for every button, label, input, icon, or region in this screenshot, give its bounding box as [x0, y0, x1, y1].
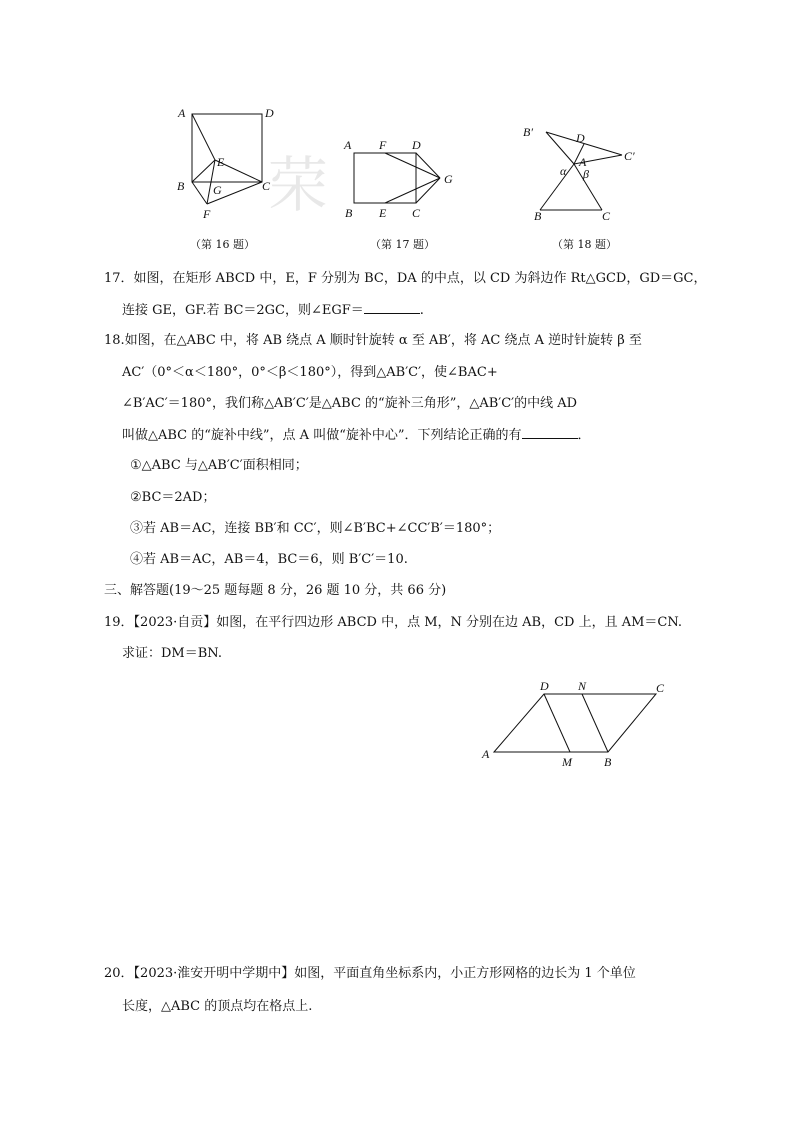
q18-line2: AC′（0°＜α＜180°，0°＜β＜180°），得到△AB′C′，使∠BAC+	[122, 365, 498, 380]
q18-line3: ∠B′AC′＝180°，我们称△AB′C′是△ABC 的“旋补三角形”，△AB′C′的中线 AD	[122, 396, 578, 411]
q17-line2-suffix: .	[419, 303, 424, 318]
q18-answer-blank[interactable]	[522, 426, 578, 439]
fig18-label-beta: β	[583, 167, 589, 181]
fig19-label-D: D	[540, 679, 549, 693]
fig16-label-F: F	[203, 207, 211, 221]
watermark: 荣	[268, 151, 328, 221]
fig18-label-D: D	[576, 131, 585, 145]
fig18-label-Cp: C′	[624, 149, 635, 163]
fig16-label-A: A	[178, 106, 186, 120]
q18-line1: 18.如图，在△ABC 中，将 AB 绕点 A 顺时针旋转 α 至 AB′，将 AC 绕点 A 逆时针旋转 β 至	[104, 333, 642, 348]
fig16-label-C: C	[262, 179, 271, 193]
fig16-label-G: G	[213, 183, 222, 197]
q18-option-4: ④若 AB＝AC，AB＝4，BC＝6，则 B′C′＝10.	[130, 552, 408, 567]
fig17-label-G: G	[444, 172, 453, 186]
q18-option-1: ①△ABC 与△AB′C′面积相同；	[130, 458, 308, 473]
q18-line4	[122, 426, 591, 445]
q17-answer-blank[interactable]	[364, 301, 420, 314]
fig16-label-D: D	[265, 106, 274, 120]
fig18-caption: （第 18 题）	[552, 238, 617, 251]
q20-line2: 长度，△ABC 的顶点均在格点上.	[122, 999, 313, 1014]
fig18-label-B: B	[534, 209, 542, 223]
fig17-label-E: E	[379, 206, 387, 220]
q19-line1: 19．【2023·自贡】如图，在平行四边形 ABCD 中，点 M，N 分别在边 AB，CD 上，且 AM＝CN.	[104, 615, 683, 630]
section-3-heading: 三、解答题(19～25 题每题 8 分，26 题 10 分，共 66 分)	[104, 583, 447, 598]
q17-line1: 17．如图，在矩形 ABCD 中，E，F 分别为 BC，DA 的中点，以 CD 为斜边作 Rt△GCD，GD＝GC，	[104, 271, 707, 286]
q18-option-2: ②BC＝2AD；	[130, 490, 216, 505]
fig19-label-B: B	[604, 755, 612, 769]
q20-line1: 20．【2023·淮安开明中学期中】如图，平面直角坐标系内，小正方形网格的边长为 1 个单位	[104, 966, 636, 981]
fig17-label-F: F	[379, 138, 387, 152]
fig17-label-B: B	[345, 206, 353, 220]
fig17-label-A: A	[344, 138, 352, 152]
fig19-label-A: A	[482, 747, 490, 761]
q17-line2-text: 连接 GE，GF.若 BC＝2GC，则∠EGF＝	[122, 303, 364, 318]
fig19-label-C: C	[656, 681, 665, 695]
fig18-label-C: C	[602, 209, 611, 223]
fig17-caption: （第 17 题）	[370, 238, 435, 251]
q18-line4-suffix: ．	[577, 428, 591, 443]
fig18-label-A: A	[579, 155, 587, 169]
fig18-label-alpha: α	[560, 164, 567, 178]
fig18-label-Bp: B′	[523, 125, 533, 139]
figure-17	[340, 135, 460, 225]
fig16-label-B: B	[177, 179, 185, 193]
figure-19	[476, 676, 676, 771]
fig16-caption: （第 16 题）	[190, 238, 255, 251]
fig19-label-M: M	[562, 755, 572, 769]
figure-16	[170, 100, 290, 225]
q19-line2: 求证：DM＝BN.	[122, 646, 222, 661]
fig17-label-C: C	[412, 206, 421, 220]
fig16-label-E: E	[217, 155, 225, 169]
q18-line4-text: 叫做△ABC 的“旋补中线”，点 A 叫做“旋补中心”．下列结论正确的有	[122, 428, 522, 443]
q17-line2	[122, 301, 424, 320]
fig17-label-D: D	[412, 138, 421, 152]
fig19-label-N: N	[578, 679, 587, 693]
q18-option-3: ③若 AB＝AC，连接 BB′和 CC′，则∠B′BC+∠CC′B′＝180°；	[130, 521, 501, 536]
figure-18	[518, 120, 648, 230]
